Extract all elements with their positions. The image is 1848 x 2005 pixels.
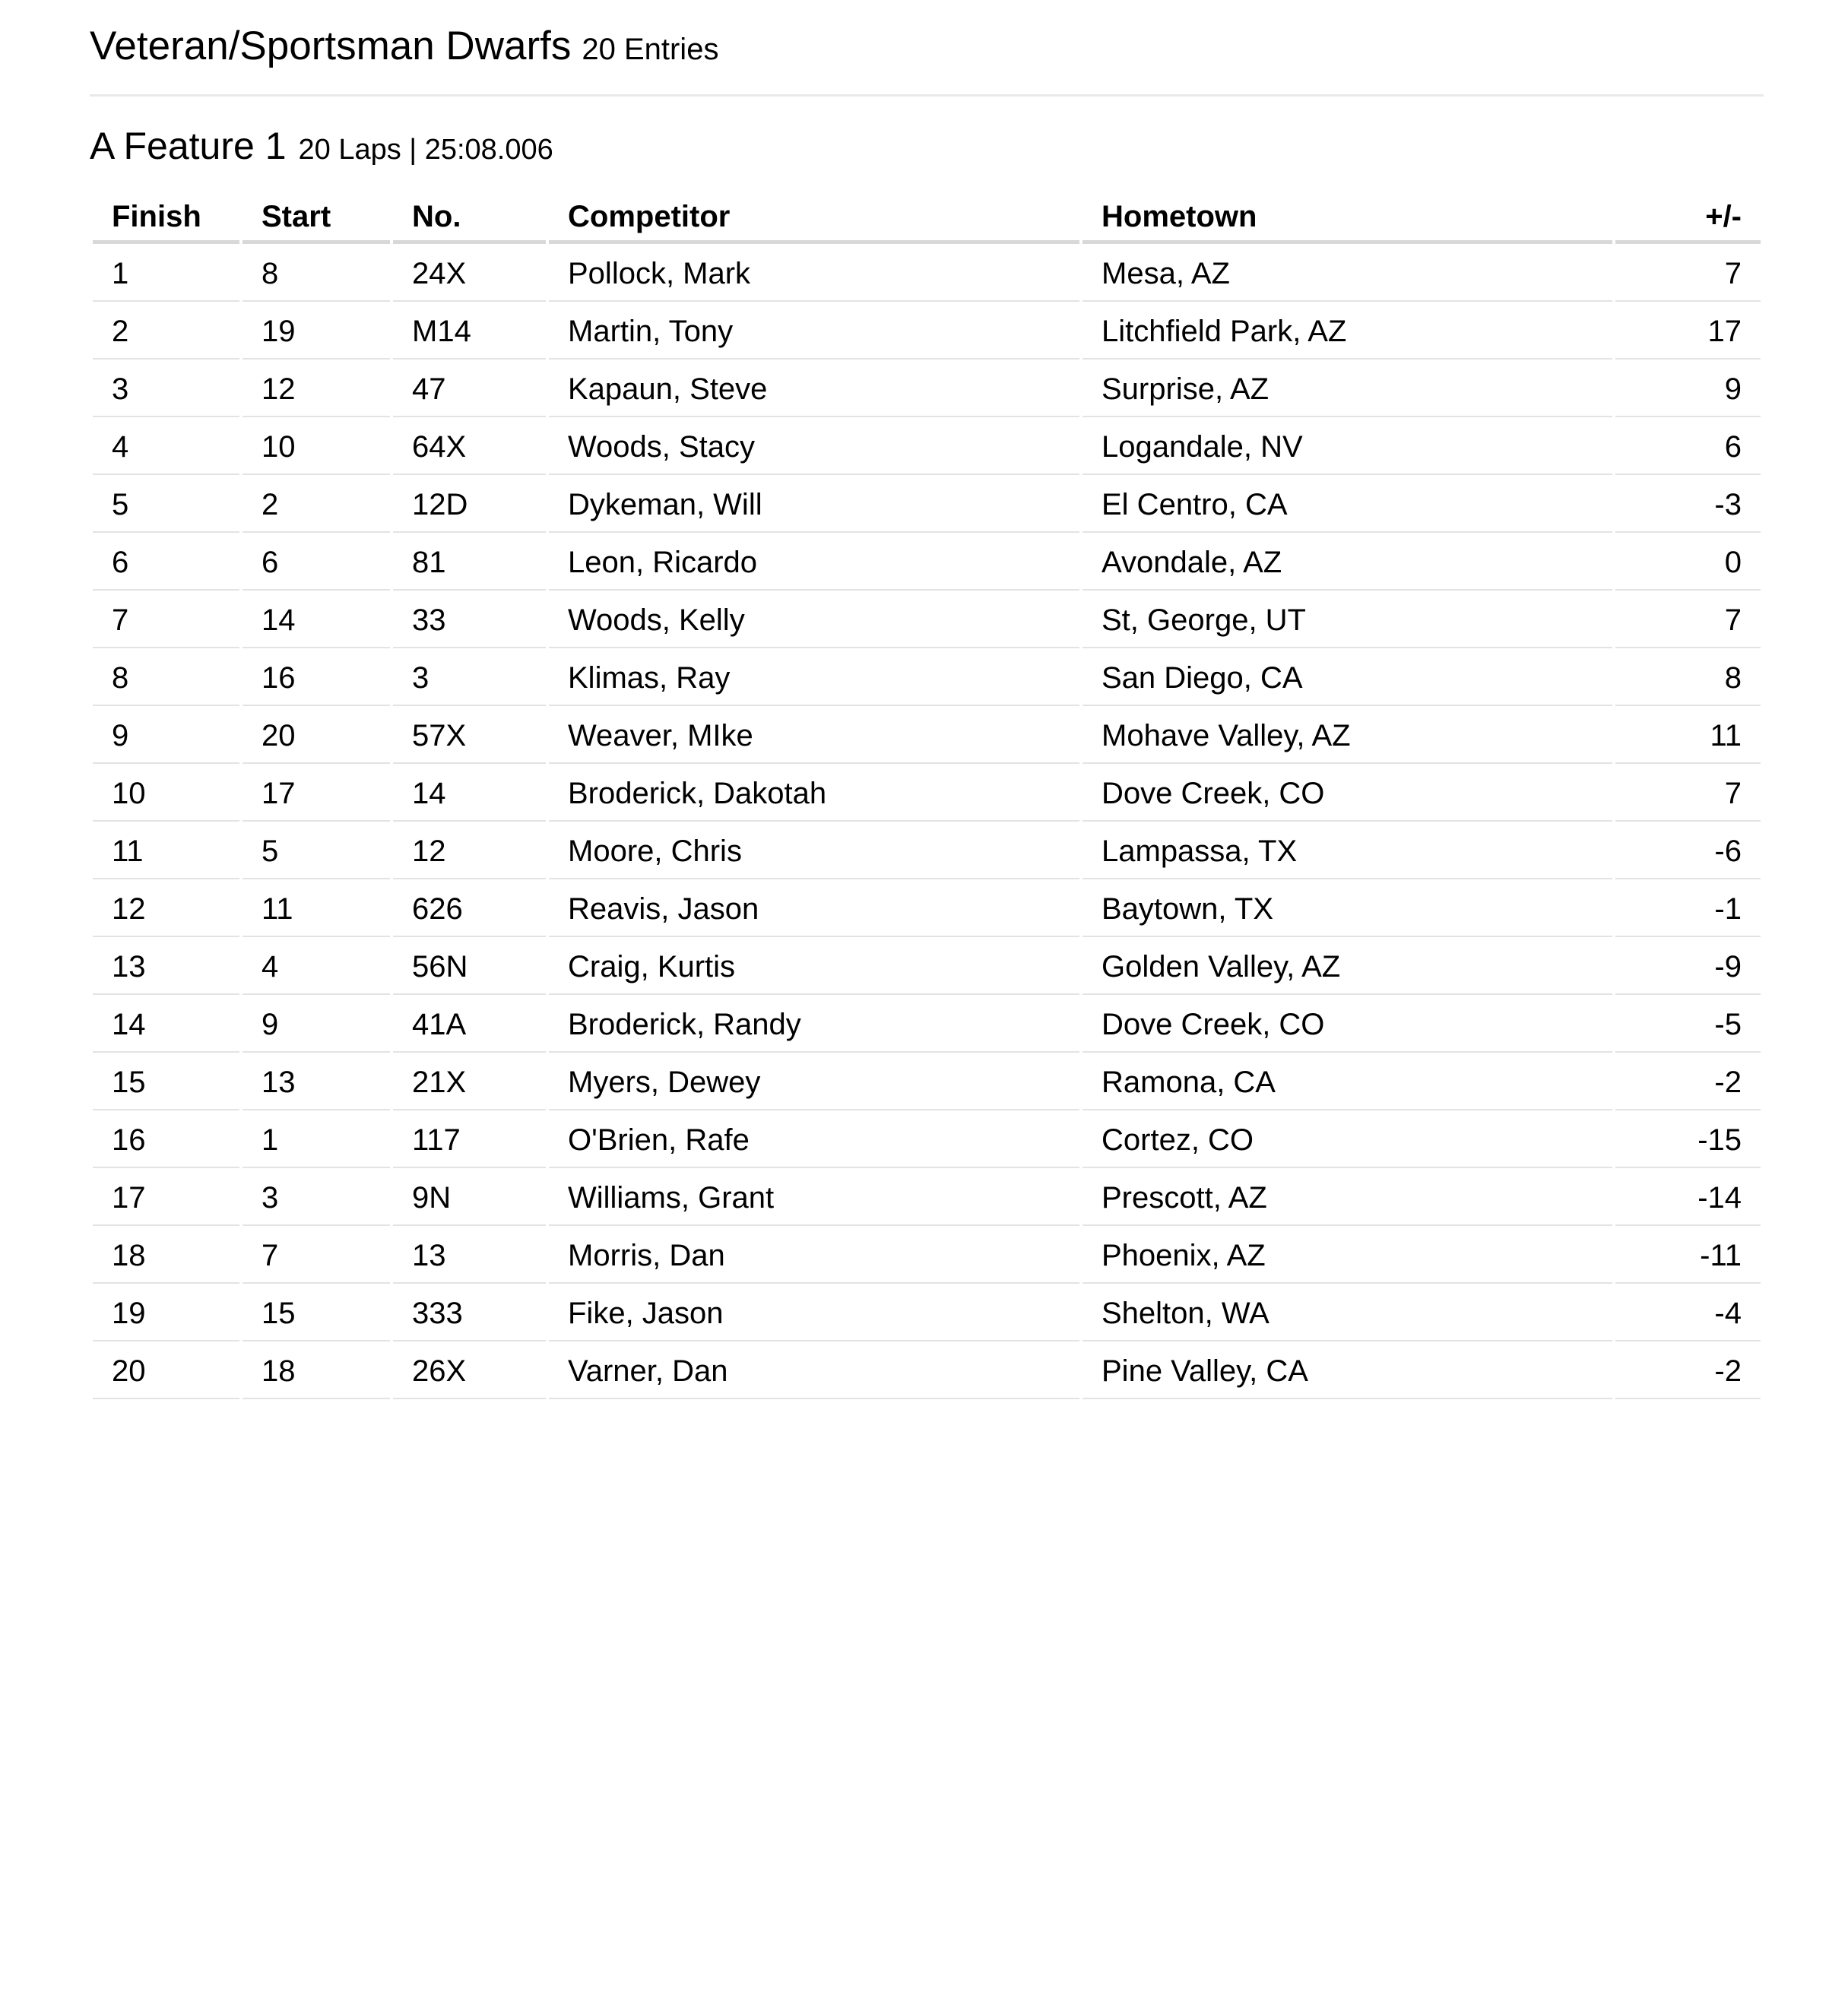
cell-number: 24X [393, 244, 546, 302]
cell-competitor: Moore, Chris [549, 822, 1079, 879]
table-row [93, 1284, 1761, 1341]
cell-finish: 7 [93, 591, 239, 648]
cell-plus-minus: -5 [1615, 995, 1761, 1053]
cell-start: 20 [242, 706, 390, 764]
cell-plus-minus: -3 [1615, 475, 1761, 533]
cell-plus-minus: 9 [1615, 360, 1761, 417]
class-title: Veteran/Sportsman Dwarfs [90, 24, 572, 68]
cell-start: 4 [242, 937, 390, 995]
cell-number: 117 [393, 1110, 546, 1168]
cell-start: 19 [242, 302, 390, 360]
cell-competitor: Dykeman, Will [549, 475, 1079, 533]
cell-start: 1 [242, 1110, 390, 1168]
cell-start: 10 [242, 417, 390, 475]
cell-competitor: Woods, Stacy [549, 417, 1079, 475]
cell-hometown: Avondale, AZ [1082, 533, 1612, 591]
cell-competitor: O'Brien, Rafe [549, 1110, 1079, 1168]
cell-number: 64X [393, 417, 546, 475]
table-row [93, 1341, 1761, 1399]
table-row [93, 1226, 1761, 1284]
title-divider [90, 94, 1764, 97]
cell-finish: 13 [93, 937, 239, 995]
cell-plus-minus: -11 [1615, 1226, 1761, 1284]
cell-plus-minus: -15 [1615, 1110, 1761, 1168]
cell-competitor: Craig, Kurtis [549, 937, 1079, 995]
feature-header [90, 124, 1764, 172]
cell-number: 333 [393, 1284, 546, 1341]
cell-finish: 1 [93, 244, 239, 302]
cell-hometown: Baytown, TX [1082, 879, 1612, 937]
class-header [90, 23, 1764, 73]
column-header-hometown: Hometown [1082, 172, 1612, 244]
cell-start: 7 [242, 1226, 390, 1284]
table-row [93, 822, 1761, 879]
cell-plus-minus: -9 [1615, 937, 1761, 995]
cell-number: 56N [393, 937, 546, 995]
cell-finish: 12 [93, 879, 239, 937]
cell-competitor: Reavis, Jason [549, 879, 1079, 937]
column-header-competitor: Competitor [549, 172, 1079, 244]
cell-number: 14 [393, 764, 546, 822]
cell-number: 57X [393, 706, 546, 764]
cell-finish: 19 [93, 1284, 239, 1341]
table-row [93, 591, 1761, 648]
cell-start: 13 [242, 1053, 390, 1110]
cell-plus-minus: -1 [1615, 879, 1761, 937]
cell-start: 17 [242, 764, 390, 822]
cell-hometown: St, George, UT [1082, 591, 1612, 648]
table-row [93, 533, 1761, 591]
cell-finish: 17 [93, 1168, 239, 1226]
cell-competitor: Williams, Grant [549, 1168, 1079, 1226]
table-row [93, 1168, 1761, 1226]
cell-hometown: Logandale, NV [1082, 417, 1612, 475]
table-row [93, 360, 1761, 417]
cell-number: 21X [393, 1053, 546, 1110]
cell-competitor: Pollock, Mark [549, 244, 1079, 302]
cell-competitor: Varner, Dan [549, 1341, 1079, 1399]
column-header-plus-minus: +/- [1615, 172, 1761, 244]
table-row [93, 879, 1761, 937]
cell-competitor: Woods, Kelly [549, 591, 1079, 648]
cell-hometown: Surprise, AZ [1082, 360, 1612, 417]
cell-number: 81 [393, 533, 546, 591]
cell-plus-minus: -6 [1615, 822, 1761, 879]
cell-competitor: Broderick, Randy [549, 995, 1079, 1053]
cell-finish: 3 [93, 360, 239, 417]
table-row [93, 995, 1761, 1053]
cell-plus-minus: 17 [1615, 302, 1761, 360]
cell-finish: 4 [93, 417, 239, 475]
cell-competitor: Broderick, Dakotah [549, 764, 1079, 822]
cell-plus-minus: -2 [1615, 1341, 1761, 1399]
table-row [93, 648, 1761, 706]
cell-finish: 5 [93, 475, 239, 533]
cell-hometown: Shelton, WA [1082, 1284, 1612, 1341]
cell-finish: 10 [93, 764, 239, 822]
column-header-finish: Finish [93, 172, 239, 244]
column-header-start: Start [242, 172, 390, 244]
cell-plus-minus: 6 [1615, 417, 1761, 475]
cell-number: 26X [393, 1341, 546, 1399]
table-row [93, 475, 1761, 533]
cell-hometown: Dove Creek, CO [1082, 764, 1612, 822]
column-header-number: No. [393, 172, 546, 244]
cell-finish: 14 [93, 995, 239, 1053]
cell-start: 5 [242, 822, 390, 879]
cell-plus-minus: -4 [1615, 1284, 1761, 1341]
feature-meta: 20 Laps | 25:08.006 [298, 134, 553, 166]
cell-finish: 18 [93, 1226, 239, 1284]
cell-competitor: Kapaun, Steve [549, 360, 1079, 417]
cell-start: 15 [242, 1284, 390, 1341]
cell-hometown: Golden Valley, AZ [1082, 937, 1612, 995]
table-row [93, 764, 1761, 822]
cell-hometown: Cortez, CO [1082, 1110, 1612, 1168]
cell-hometown: Mesa, AZ [1082, 244, 1612, 302]
cell-start: 12 [242, 360, 390, 417]
table-row [93, 302, 1761, 360]
cell-hometown: Mohave Valley, AZ [1082, 706, 1612, 764]
cell-start: 16 [242, 648, 390, 706]
cell-competitor: Leon, Ricardo [549, 533, 1079, 591]
cell-plus-minus: 0 [1615, 533, 1761, 591]
cell-competitor: Weaver, MIke [549, 706, 1079, 764]
cell-competitor: Myers, Dewey [549, 1053, 1079, 1110]
feature-name: A Feature 1 [90, 125, 287, 167]
cell-finish: 15 [93, 1053, 239, 1110]
cell-start: 18 [242, 1341, 390, 1399]
cell-hometown: Ramona, CA [1082, 1053, 1612, 1110]
cell-plus-minus: 7 [1615, 244, 1761, 302]
cell-plus-minus: -2 [1615, 1053, 1761, 1110]
table-row [93, 1110, 1761, 1168]
cell-finish: 16 [93, 1110, 239, 1168]
cell-hometown: Pine Valley, CA [1082, 1341, 1612, 1399]
cell-number: 12D [393, 475, 546, 533]
cell-finish: 11 [93, 822, 239, 879]
table-header-row [93, 172, 1761, 244]
cell-start: 14 [242, 591, 390, 648]
cell-number: 47 [393, 360, 546, 417]
cell-finish: 8 [93, 648, 239, 706]
table-row [93, 417, 1761, 475]
cell-hometown: Dove Creek, CO [1082, 995, 1612, 1053]
cell-finish: 6 [93, 533, 239, 591]
cell-number: 41A [393, 995, 546, 1053]
cell-plus-minus: 11 [1615, 706, 1761, 764]
cell-hometown: El Centro, CA [1082, 475, 1612, 533]
cell-start: 6 [242, 533, 390, 591]
table-row [93, 706, 1761, 764]
cell-start: 3 [242, 1168, 390, 1226]
cell-hometown: Prescott, AZ [1082, 1168, 1612, 1226]
cell-competitor: Fike, Jason [549, 1284, 1079, 1341]
results-table [90, 172, 1764, 1399]
cell-number: 3 [393, 648, 546, 706]
cell-hometown: San Diego, CA [1082, 648, 1612, 706]
cell-competitor: Klimas, Ray [549, 648, 1079, 706]
cell-start: 2 [242, 475, 390, 533]
cell-finish: 20 [93, 1341, 239, 1399]
results-page [0, 23, 1848, 1399]
cell-start: 9 [242, 995, 390, 1053]
cell-hometown: Litchfield Park, AZ [1082, 302, 1612, 360]
cell-number: 13 [393, 1226, 546, 1284]
cell-hometown: Phoenix, AZ [1082, 1226, 1612, 1284]
cell-plus-minus: -14 [1615, 1168, 1761, 1226]
cell-plus-minus: 7 [1615, 764, 1761, 822]
cell-start: 8 [242, 244, 390, 302]
cell-number: 9N [393, 1168, 546, 1226]
entries-count: 20 Entries [582, 33, 719, 66]
cell-number: 626 [393, 879, 546, 937]
table-row [93, 244, 1761, 302]
table-row [93, 937, 1761, 995]
cell-number: 33 [393, 591, 546, 648]
cell-plus-minus: 8 [1615, 648, 1761, 706]
cell-hometown: Lampassa, TX [1082, 822, 1612, 879]
cell-finish: 9 [93, 706, 239, 764]
cell-number: 12 [393, 822, 546, 879]
cell-competitor: Martin, Tony [549, 302, 1079, 360]
cell-plus-minus: 7 [1615, 591, 1761, 648]
cell-competitor: Morris, Dan [549, 1226, 1079, 1284]
cell-start: 11 [242, 879, 390, 937]
cell-finish: 2 [93, 302, 239, 360]
cell-number: M14 [393, 302, 546, 360]
table-row [93, 1053, 1761, 1110]
